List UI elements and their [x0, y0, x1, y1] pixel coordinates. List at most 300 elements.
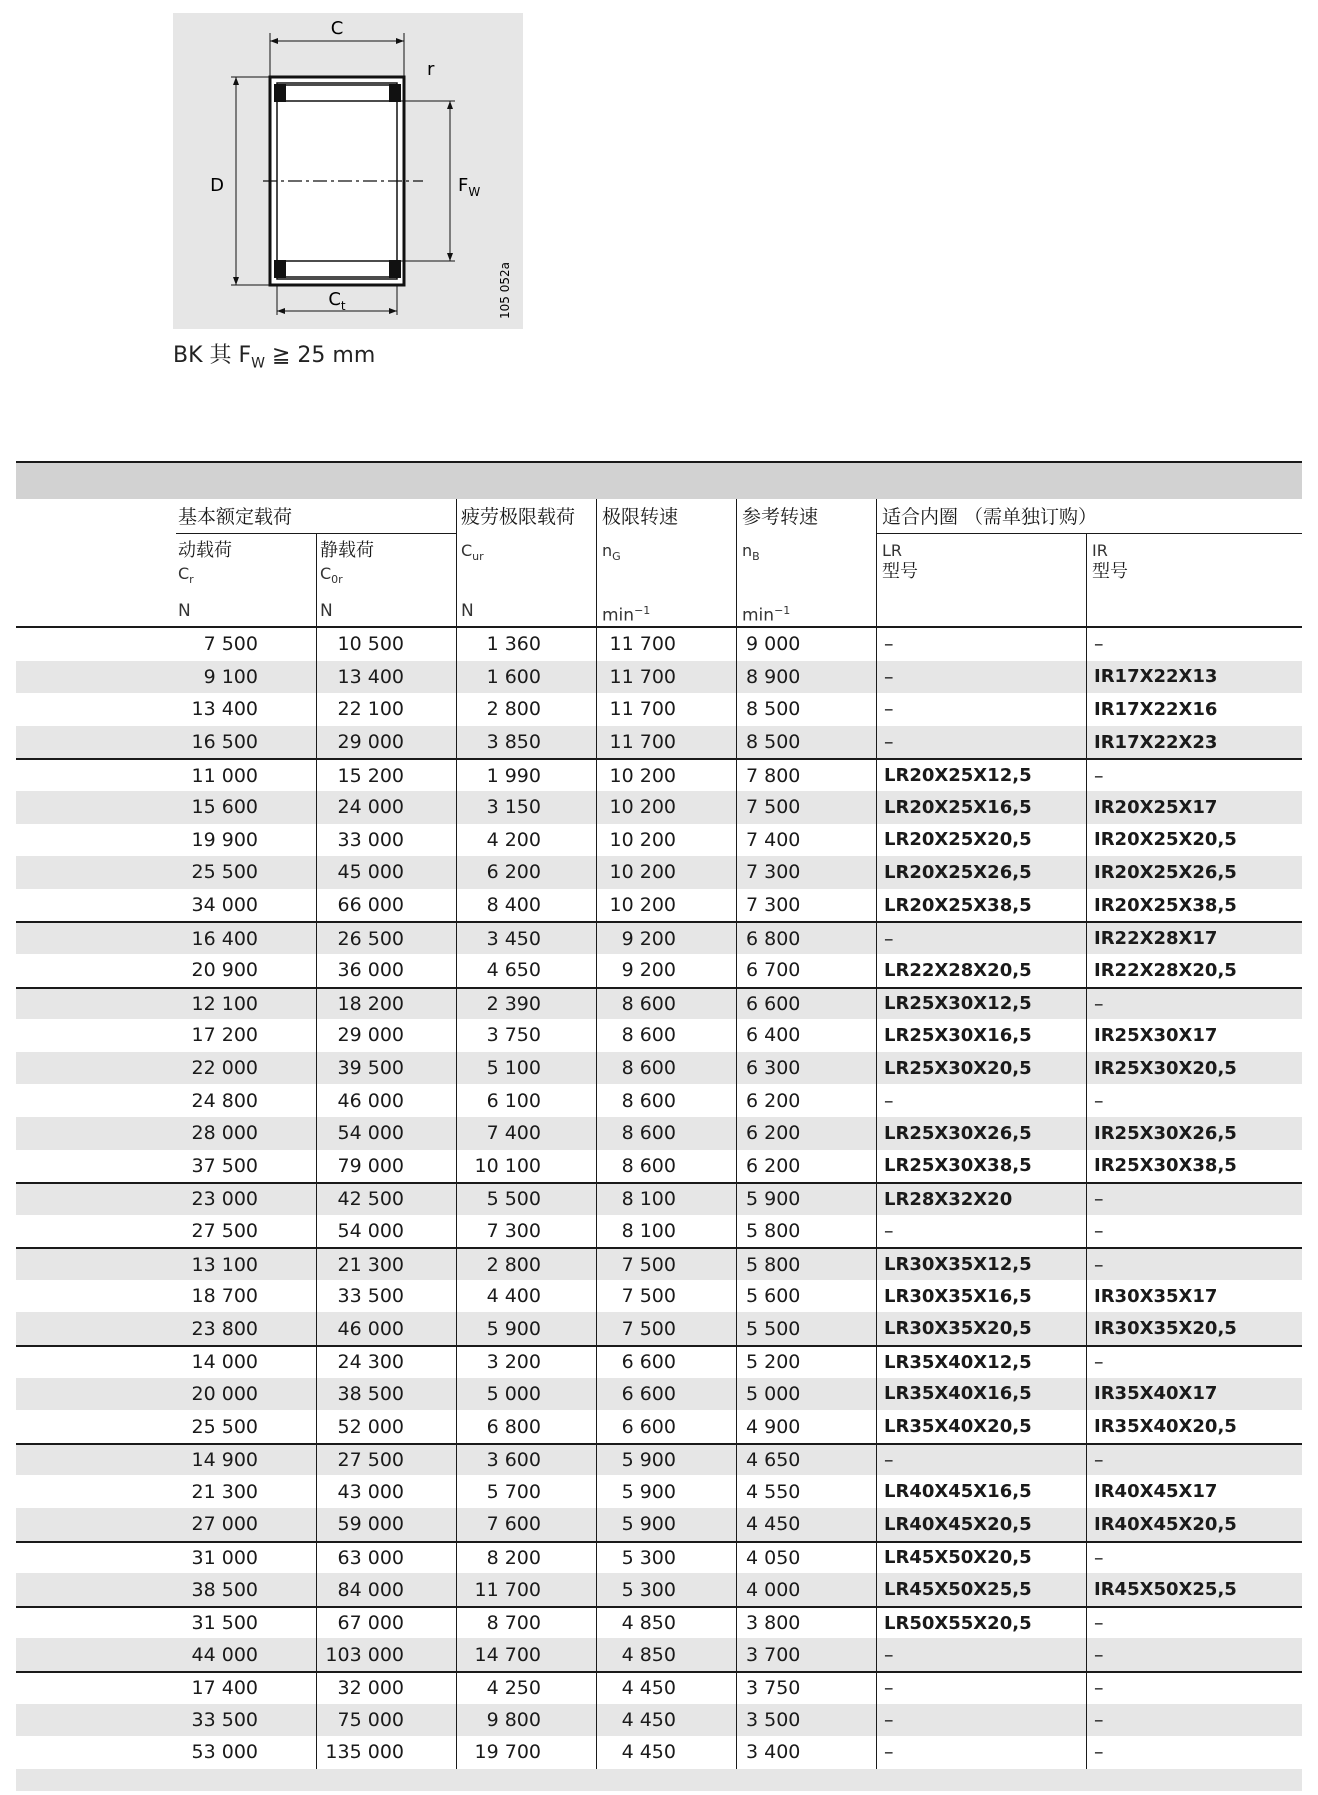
cell-ir-type: –	[1094, 1546, 1104, 1569]
table-row	[16, 987, 1302, 1020]
cell-lr-type: LR25X30X12,5	[884, 993, 1032, 1015]
cell-ref-speed: 4 550	[746, 1480, 801, 1503]
cell-limit-speed: 8 600	[621, 992, 676, 1015]
header-fatigue: 疲劳极限载荷	[461, 506, 576, 528]
caption-prefix: BK 其 F	[173, 343, 252, 368]
table-row	[16, 1084, 1302, 1117]
cell-fatigue-load: 1 990	[486, 764, 541, 787]
table-row	[16, 758, 1302, 791]
cell-ref-speed: 6 600	[746, 992, 801, 1015]
cell-ref-speed: 5 200	[746, 1351, 801, 1374]
cell-lr-type: LR20X25X26,5	[884, 861, 1032, 883]
cell-fatigue-load: 6 200	[486, 861, 541, 884]
cell-lr-type: –	[884, 698, 894, 721]
table-row	[16, 1280, 1302, 1313]
cell-ref-speed: 5 600	[746, 1285, 801, 1308]
cell-lr-type: LR20X25X12,5	[884, 765, 1032, 787]
cell-static-load: 22 100	[337, 698, 404, 721]
cell-fatigue-load: 8 400	[486, 894, 541, 917]
cell-lr-type: LR40X45X16,5	[884, 1481, 1032, 1503]
cell-fatigue-load: 1 360	[486, 633, 541, 656]
header-basic-load: 基本额定载荷	[178, 506, 293, 528]
cell-limit-speed: 11 700	[609, 731, 676, 754]
cell-static-load: 46 000	[337, 1089, 404, 1112]
table-row	[16, 1443, 1302, 1476]
figure-caption	[173, 338, 375, 371]
cell-dynamic-load: 12 100	[191, 992, 258, 1015]
cell-static-load: 52 000	[337, 1415, 404, 1438]
cell-static-load: 66 000	[337, 894, 404, 917]
cell-fatigue-load: 9 800	[486, 1708, 541, 1731]
cell-dynamic-load: 14 900	[191, 1449, 258, 1472]
cell-dynamic-load: 31 000	[191, 1546, 258, 1569]
cell-ir-type: IR20X25X26,5	[1094, 861, 1237, 883]
needle-bottom	[281, 261, 393, 277]
cell-limit-speed: 7 500	[621, 1253, 676, 1276]
cell-ir-type: IR22X28X20,5	[1094, 959, 1237, 981]
header-limit-symbol: $n_G$	[602, 541, 621, 564]
cell-static-load: 26 500	[337, 927, 404, 950]
cell-dynamic-load: 24 800	[191, 1089, 258, 1112]
cell-ir-type: IR30X35X20,5	[1094, 1318, 1237, 1340]
cell-static-load: 54 000	[337, 1122, 404, 1145]
table-row	[16, 693, 1302, 726]
cell-fatigue-load: 5 000	[486, 1382, 541, 1405]
cell-static-load: 84 000	[337, 1578, 404, 1601]
cell-dynamic-load: 14 000	[191, 1351, 258, 1374]
cell-ir-type: –	[1094, 1219, 1104, 1242]
unit-n-static: N	[320, 601, 333, 621]
cell-static-load: 63 000	[337, 1546, 404, 1569]
cell-limit-speed: 11 700	[609, 665, 676, 688]
cell-ir-type: IR22X28X17	[1094, 928, 1218, 950]
cell-fatigue-load: 6 100	[486, 1089, 541, 1112]
cell-static-load: 67 000	[337, 1612, 404, 1635]
cell-ir-type: IR35X40X20,5	[1094, 1416, 1237, 1438]
cell-ref-speed: 6 400	[746, 1024, 801, 1047]
cell-dynamic-load: 7 500	[203, 633, 258, 656]
cell-dynamic-load: 37 500	[191, 1154, 258, 1177]
cell-limit-speed: 8 100	[621, 1188, 676, 1211]
unit-min-limit: $\min^{-1}$	[602, 604, 651, 626]
cell-ref-speed: 6 200	[746, 1122, 801, 1145]
table-row	[16, 954, 1302, 987]
cage-top-left	[274, 84, 286, 102]
cell-ref-speed: 9 000	[746, 633, 801, 656]
cell-ref-speed: 7 500	[746, 796, 801, 819]
header-limit-speed: 极限转速	[602, 506, 679, 528]
cell-static-load: 24 000	[337, 796, 404, 819]
cell-lr-type: LR35X40X12,5	[884, 1351, 1032, 1373]
cell-lr-type: LR25X30X26,5	[884, 1122, 1032, 1144]
cell-lr-type: –	[884, 1089, 894, 1112]
header-fatigue-symbol: $C_{ur}$	[461, 541, 484, 564]
cell-lr-type: –	[884, 633, 894, 656]
table-row	[16, 1736, 1302, 1769]
cell-lr-type: LR25X30X38,5	[884, 1155, 1032, 1177]
cell-ref-speed: 6 700	[746, 959, 801, 982]
cell-ref-speed: 4 450	[746, 1513, 801, 1536]
cell-fatigue-load: 19 700	[474, 1741, 541, 1764]
header-dynamic-symbol: $C_r$	[178, 564, 194, 587]
cell-static-load: 42 500	[337, 1188, 404, 1211]
cell-ir-type: –	[1094, 1449, 1104, 1472]
cell-static-load: 59 000	[337, 1513, 404, 1536]
cell-limit-speed: 4 450	[621, 1741, 676, 1764]
cell-ir-type: –	[1094, 1677, 1104, 1700]
cell-lr-type: –	[884, 1708, 894, 1731]
cell-ref-speed: 5 900	[746, 1188, 801, 1211]
header-static: 静载荷	[320, 540, 374, 561]
cell-dynamic-load: 27 000	[191, 1513, 258, 1536]
cage-bottom-right	[389, 260, 401, 278]
cell-dynamic-load: 21 300	[191, 1480, 258, 1503]
cell-fatigue-load: 2 800	[486, 698, 541, 721]
cell-static-load: 135 000	[325, 1741, 404, 1764]
table-row	[16, 1508, 1302, 1541]
cell-ir-type: IR25X30X17	[1094, 1024, 1218, 1046]
table-row	[16, 1215, 1302, 1248]
cell-dynamic-load: 17 200	[191, 1024, 258, 1047]
cell-limit-speed: 4 450	[621, 1677, 676, 1700]
cell-limit-speed: 8 100	[621, 1219, 676, 1242]
cell-dynamic-load: 18 700	[191, 1285, 258, 1308]
cell-ref-speed: 6 300	[746, 1057, 801, 1080]
cell-ir-type: IR30X35X17	[1094, 1285, 1218, 1307]
cell-ref-speed: 5 800	[746, 1219, 801, 1242]
cell-static-load: 18 200	[337, 992, 404, 1015]
table-row	[16, 1573, 1302, 1606]
cage-bottom-left	[274, 260, 286, 278]
table-row	[16, 1052, 1302, 1085]
cell-dynamic-load: 44 000	[191, 1643, 258, 1666]
cell-fatigue-load: 3 850	[486, 731, 541, 754]
table-row	[16, 1150, 1302, 1183]
cell-ir-type: –	[1094, 1253, 1104, 1276]
cell-lr-type: LR30X35X20,5	[884, 1318, 1032, 1340]
cell-ir-type: IR25X30X26,5	[1094, 1122, 1237, 1144]
cell-ir-type: IR20X25X38,5	[1094, 894, 1237, 916]
cell-limit-speed: 7 500	[621, 1317, 676, 1340]
table-top-band	[16, 461, 1302, 499]
cell-ref-speed: 5 800	[746, 1253, 801, 1276]
cell-ref-speed: 7 300	[746, 894, 801, 917]
cell-limit-speed: 10 200	[609, 828, 676, 851]
cell-limit-speed: 7 500	[621, 1285, 676, 1308]
table-row	[16, 1638, 1302, 1671]
cell-fatigue-load: 4 400	[486, 1285, 541, 1308]
header-lr-type: 型号	[882, 561, 918, 582]
table-row	[16, 1019, 1302, 1052]
cell-static-load: 75 000	[337, 1708, 404, 1731]
cell-fatigue-load: 6 800	[486, 1415, 541, 1438]
cell-limit-speed: 5 300	[621, 1546, 676, 1569]
cell-limit-speed: 5 300	[621, 1578, 676, 1601]
header-inner-ring: 适合内圈 （需单独订购）	[882, 506, 1098, 528]
cell-limit-speed: 9 200	[621, 927, 676, 950]
cell-lr-type: –	[884, 1449, 894, 1472]
cell-ref-speed: 6 200	[746, 1154, 801, 1177]
cell-lr-type: –	[884, 1741, 894, 1764]
header-dynamic: 动载荷	[178, 540, 232, 561]
cell-limit-speed: 11 700	[609, 698, 676, 721]
cell-dynamic-load: 25 500	[191, 1415, 258, 1438]
table-row	[16, 921, 1302, 954]
cell-dynamic-load: 28 000	[191, 1122, 258, 1145]
cell-dynamic-load: 20 900	[191, 959, 258, 982]
cell-limit-speed: 10 200	[609, 764, 676, 787]
dim-fw-label: $F_W$	[458, 175, 481, 199]
cell-limit-speed: 8 600	[621, 1122, 676, 1145]
table-row	[16, 628, 1302, 661]
cell-dynamic-load: 25 500	[191, 861, 258, 884]
cell-dynamic-load: 16 400	[191, 927, 258, 950]
cell-fatigue-load: 2 800	[486, 1253, 541, 1276]
cell-lr-type: –	[884, 665, 894, 688]
cell-dynamic-load: 20 000	[191, 1382, 258, 1405]
cell-lr-type: LR40X45X20,5	[884, 1513, 1032, 1535]
cell-static-load: 43 000	[337, 1480, 404, 1503]
table-row	[16, 661, 1302, 694]
cell-static-load: 39 500	[337, 1057, 404, 1080]
cell-dynamic-load: 17 400	[191, 1677, 258, 1700]
cell-ir-type: –	[1094, 1351, 1104, 1374]
cell-ref-speed: 3 400	[746, 1741, 801, 1764]
cell-ir-type: –	[1094, 633, 1104, 656]
cell-dynamic-load: 34 000	[191, 894, 258, 917]
cell-ref-speed: 6 800	[746, 927, 801, 950]
cell-dynamic-load: 22 000	[191, 1057, 258, 1080]
table-row	[16, 1345, 1302, 1378]
cell-fatigue-load: 5 100	[486, 1057, 541, 1080]
figure-code: 105 052a	[498, 262, 512, 319]
cell-ref-speed: 5 500	[746, 1317, 801, 1340]
table-row	[16, 1541, 1302, 1574]
cell-static-load: 54 000	[337, 1219, 404, 1242]
cell-static-load: 15 200	[337, 764, 404, 787]
cell-ref-speed: 7 400	[746, 828, 801, 851]
cell-ref-speed: 6 200	[746, 1089, 801, 1112]
cell-limit-speed: 5 900	[621, 1449, 676, 1472]
cell-lr-type: LR25X30X16,5	[884, 1024, 1032, 1046]
cell-limit-speed: 5 900	[621, 1513, 676, 1536]
cell-lr-type: LR25X30X20,5	[884, 1057, 1032, 1079]
cell-ir-type: IR25X30X20,5	[1094, 1057, 1237, 1079]
header-ref-symbol: $n_B$	[742, 541, 760, 564]
cell-lr-type: LR28X32X20	[884, 1188, 1013, 1210]
cell-limit-speed: 10 200	[609, 894, 676, 917]
unit-n-dynamic: N	[178, 601, 191, 621]
cell-limit-speed: 10 200	[609, 796, 676, 819]
cell-limit-speed: 8 600	[621, 1057, 676, 1080]
cell-limit-speed: 6 600	[621, 1351, 676, 1374]
cell-dynamic-load: 15 600	[191, 796, 258, 819]
cell-static-load: 29 000	[337, 731, 404, 754]
cell-static-load: 10 500	[337, 633, 404, 656]
cell-limit-speed: 4 850	[621, 1643, 676, 1666]
cell-ir-type: IR25X30X38,5	[1094, 1155, 1237, 1177]
cell-static-load: 103 000	[325, 1643, 404, 1666]
cell-fatigue-load: 8 700	[486, 1612, 541, 1635]
cell-limit-speed: 4 850	[621, 1612, 676, 1635]
cell-ref-speed: 8 500	[746, 731, 801, 754]
cell-lr-type: LR20X25X38,5	[884, 894, 1032, 916]
cell-lr-type: LR45X50X20,5	[884, 1547, 1032, 1569]
cell-dynamic-load: 27 500	[191, 1219, 258, 1242]
cell-ref-speed: 8 900	[746, 665, 801, 688]
cell-lr-type: LR20X25X20,5	[884, 829, 1032, 851]
cell-ir-type: IR17X22X13	[1094, 666, 1218, 688]
cell-lr-type: –	[884, 1677, 894, 1700]
cell-ref-speed: 3 750	[746, 1677, 801, 1700]
cell-ir-type: IR20X25X17	[1094, 796, 1218, 818]
cell-dynamic-load: 13 400	[191, 698, 258, 721]
cell-fatigue-load: 5 700	[486, 1480, 541, 1503]
header-ir-type: 型号	[1092, 561, 1128, 582]
cell-lr-type: –	[884, 1643, 894, 1666]
cell-ref-speed: 4 050	[746, 1546, 801, 1569]
cell-fatigue-load: 7 600	[486, 1513, 541, 1536]
header-static-symbol: $C_{0r}$	[320, 564, 343, 587]
cell-limit-speed: 6 600	[621, 1415, 676, 1438]
cell-static-load: 46 000	[337, 1317, 404, 1340]
table-bottom-band	[16, 1769, 1302, 1791]
cell-lr-type: LR22X28X20,5	[884, 959, 1032, 981]
cell-ref-speed: 3 500	[746, 1708, 801, 1731]
table-row	[16, 791, 1302, 824]
cell-static-load: 27 500	[337, 1449, 404, 1472]
cell-ref-speed: 8 500	[746, 698, 801, 721]
table-row	[16, 1475, 1302, 1508]
cage-top-right	[389, 84, 401, 102]
table-row	[16, 726, 1302, 759]
cell-static-load: 33 000	[337, 828, 404, 851]
cell-lr-type: LR50X55X20,5	[884, 1612, 1032, 1634]
cell-fatigue-load: 7 300	[486, 1219, 541, 1242]
cell-ir-type: –	[1094, 1643, 1104, 1666]
table-row	[16, 1182, 1302, 1215]
cell-dynamic-load: 11 000	[191, 764, 258, 787]
cell-lr-type: LR30X35X16,5	[884, 1285, 1032, 1307]
dim-ct-label: $C_t$	[328, 289, 346, 313]
table-header	[16, 499, 1302, 628]
cell-limit-speed: 8 600	[621, 1089, 676, 1112]
cell-static-load: 45 000	[337, 861, 404, 884]
cell-static-load: 33 500	[337, 1285, 404, 1308]
cell-lr-type: –	[884, 1219, 894, 1242]
cell-dynamic-load: 23 800	[191, 1317, 258, 1340]
cell-ir-type: IR40X45X20,5	[1094, 1513, 1237, 1535]
cell-fatigue-load: 3 150	[486, 796, 541, 819]
dim-c-label: C	[330, 18, 344, 39]
cell-fatigue-load: 10 100	[474, 1154, 541, 1177]
cell-ref-speed: 7 800	[746, 764, 801, 787]
table-row	[16, 1312, 1302, 1345]
cell-ref-speed: 4 000	[746, 1578, 801, 1601]
cell-ir-type: –	[1094, 1741, 1104, 1764]
cell-limit-speed: 8 600	[621, 1024, 676, 1047]
cell-fatigue-load: 11 700	[474, 1578, 541, 1601]
cell-lr-type: LR45X50X25,5	[884, 1579, 1032, 1601]
cell-fatigue-load: 1 600	[486, 665, 541, 688]
cell-dynamic-load: 38 500	[191, 1578, 258, 1601]
cell-ref-speed: 3 700	[746, 1643, 801, 1666]
cell-static-load: 38 500	[337, 1382, 404, 1405]
header-lr: LR	[882, 541, 903, 560]
cell-ir-type: IR17X22X16	[1094, 698, 1218, 720]
table-body	[16, 628, 1302, 1769]
dim-d-label: D	[210, 175, 224, 196]
cell-ref-speed: 7 300	[746, 861, 801, 884]
cell-fatigue-load: 5 900	[486, 1317, 541, 1340]
caption-suffix: ≧ 25 mm	[265, 343, 376, 368]
table-row	[16, 1247, 1302, 1280]
cell-ir-type: IR17X22X23	[1094, 731, 1218, 753]
caption-sub: W	[251, 355, 266, 372]
cell-fatigue-load: 3 450	[486, 927, 541, 950]
cell-static-load: 13 400	[337, 665, 404, 688]
cell-limit-speed: 9 200	[621, 959, 676, 982]
cell-static-load: 32 000	[337, 1677, 404, 1700]
cell-fatigue-load: 5 500	[486, 1188, 541, 1211]
cell-fatigue-load: 14 700	[474, 1643, 541, 1666]
table-row	[16, 1117, 1302, 1150]
cell-fatigue-load: 3 600	[486, 1449, 541, 1472]
cell-static-load: 36 000	[337, 959, 404, 982]
header-ir: IR	[1092, 541, 1108, 560]
cell-lr-type: LR30X35X12,5	[884, 1254, 1032, 1276]
cell-limit-speed: 4 450	[621, 1708, 676, 1731]
cell-fatigue-load: 7 400	[486, 1122, 541, 1145]
cell-ref-speed: 4 900	[746, 1415, 801, 1438]
cell-static-load: 24 300	[337, 1351, 404, 1374]
cell-ref-speed: 5 000	[746, 1382, 801, 1405]
cell-dynamic-load: 31 500	[191, 1612, 258, 1635]
cell-dynamic-load: 19 900	[191, 828, 258, 851]
cell-ir-type: IR40X45X17	[1094, 1481, 1218, 1503]
table-row	[16, 1704, 1302, 1737]
table-row	[16, 1378, 1302, 1411]
table-row	[16, 1410, 1302, 1443]
cell-dynamic-load: 53 000	[191, 1741, 258, 1764]
unit-min-ref: $\min^{-1}$	[742, 604, 791, 626]
cell-fatigue-load: 2 390	[486, 992, 541, 1015]
cell-ir-type: –	[1094, 1708, 1104, 1731]
load-rating-table	[16, 461, 1302, 1791]
cell-fatigue-load: 3 200	[486, 1351, 541, 1374]
cell-ir-type: –	[1094, 764, 1104, 787]
cell-ir-type: IR20X25X20,5	[1094, 829, 1237, 851]
cell-lr-type: –	[884, 927, 894, 950]
cell-fatigue-load: 8 200	[486, 1546, 541, 1569]
cell-limit-speed: 5 900	[621, 1480, 676, 1503]
cell-ref-speed: 4 650	[746, 1449, 801, 1472]
cell-fatigue-load: 4 650	[486, 959, 541, 982]
bearing-section-svg	[173, 13, 523, 329]
cell-dynamic-load: 9 100	[203, 665, 258, 688]
unit-n-fatigue: N	[461, 601, 474, 621]
cell-dynamic-load: 33 500	[191, 1708, 258, 1731]
cell-static-load: 79 000	[337, 1154, 404, 1177]
cell-ir-type: –	[1094, 992, 1104, 1015]
table-row	[16, 1606, 1302, 1639]
cell-fatigue-load: 4 250	[486, 1677, 541, 1700]
cell-ir-type: –	[1094, 1612, 1104, 1635]
table-row	[16, 856, 1302, 889]
dim-r-label: r	[427, 59, 435, 80]
table-row	[16, 1671, 1302, 1704]
table-row	[16, 824, 1302, 857]
